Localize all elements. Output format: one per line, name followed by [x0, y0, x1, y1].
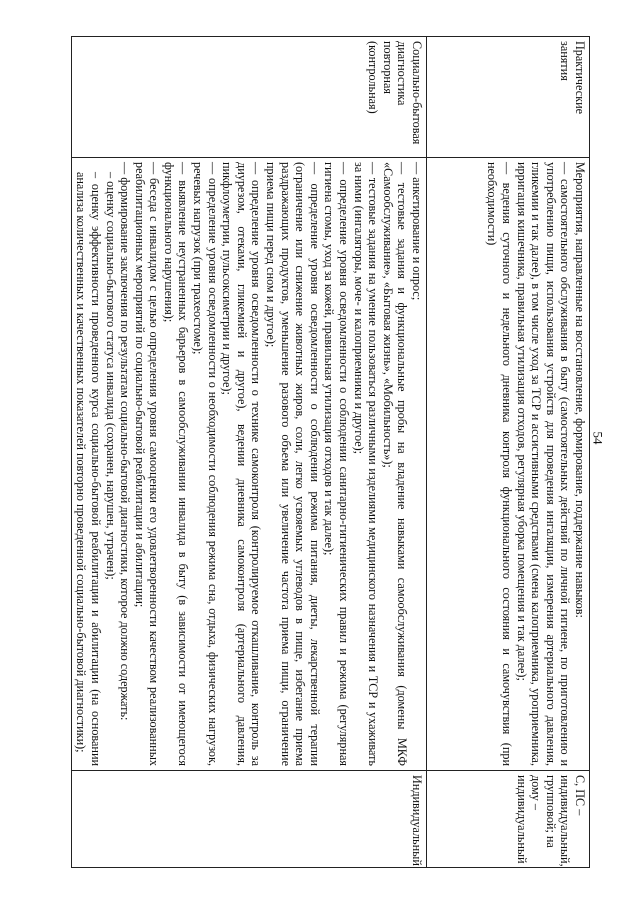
- activity-content-cell: [71, 158, 426, 771]
- content-line: — анкетирование и опрос;: [410, 162, 424, 301]
- rehabilitation-table: [71, 36, 590, 868]
- activity-name-cell: Практические занятия: [427, 37, 590, 158]
- content-line: — определение уровня осведомленности о технике самоконтроля (контролируемое откашливание, контроль за диурезом, отеками, гликемией и другое), ведении дневника самоконтроля (артериального давления, пикфлоуметрии, пульсоксиметрии и другое);: [220, 162, 264, 766]
- activity-form-cell: С, ПС – индивидуальный, групповой; на дому – индивидуальный: [427, 771, 590, 868]
- page-number: 54: [590, 431, 606, 445]
- content-line: — тестовые задания на умение пользоваться различными изделиями медицинского назначения и ТСР и ухаживать за ними (ингаляторы, моче- и калоприемники и другое);: [351, 162, 381, 766]
- content-line: — определение уровня осведомленности о соблюдении режима питания, диеты, лекарственной терапии (ограничение или снижение животных жиров, соли, легко усвояемых углеводов в пище, избегание приема раздражающих продуктов, уменьшение разового объема или увеличение частота приема пищи, ограничение приема пищи перед сном и другое);: [264, 162, 322, 766]
- content-line: — самостоятельного обслуживания в быту (самостоятельных действий по личной гигиене, по приготовлению и употреблению пищи, использования устройств для проведения ингаляции, измерения артериального давления, гликемии и так далее), в том числе уход за ТСР и ассистивными средствами (смена калоприемника, уроприемника, ирригация кишечника, правильная утилизация отходов, регулярная уборка помещения и так далее);: [514, 162, 573, 766]
- content-line: — определение уровня осведомленности о соблюдении санитарно-гигиенических правил и режима (регулярная гигиена стомы, уход за кожей, правильная утилизация отходов и так далее);: [322, 162, 352, 766]
- content-line: — ведения суточного и недельного дневника контроля функционального состояния и самочувствия (при необходимости): [485, 162, 515, 766]
- content-line: — тестовые задания и функциональные пробы на владение навыками самообслуживания (домены МКФ «Самообслуживание», «Бытовая жизнь», «Мобильность»);: [380, 162, 410, 766]
- content-line: — формирование заключения по результатам социально-бытовой диагностики, которое должно содержать:: [118, 162, 133, 721]
- content-line: — беседа с инвалидом с целью определения уровня самооценки его удовлетворенности качеством реализованных реабилитационных мероприятий по социально-бытовой реабилитации и абилитации;: [132, 162, 162, 766]
- content-line: – оценку социально-бытового статуса инвалида (сохранен, нарушен, утрачен);: [103, 172, 118, 580]
- table-row: [427, 37, 590, 868]
- content-line: Мероприятия, направленные на восстановление, формирование, поддержание навыков:: [573, 162, 587, 618]
- rotated-table-area: [68, 36, 590, 868]
- table-row: [71, 37, 426, 868]
- content-line: – оценку эффективности проведенного курса социально-бытовой реабилитации и абилитации (на основании анализа количественных и качественных показателей повторно проведенной социально-бытовой диагностики);: [74, 172, 103, 766]
- activity-content-cell: [427, 158, 590, 771]
- activity-name-cell: Социально-бытовая диагностика повторная (контрольная): [71, 37, 426, 158]
- content-line: — определение уровня осведомленности о необходимости соблюдения режима сна, отдыха, физических нагрузок, речевых нагрузок (при трахеостоме);: [191, 162, 220, 766]
- content-line: — выявление неустраненных барьеров в самообслуживании инвалида в быту (в зависимости от имеющегося функционального нарушения);: [161, 162, 191, 766]
- activity-form-cell: Индивидуальный: [71, 771, 426, 868]
